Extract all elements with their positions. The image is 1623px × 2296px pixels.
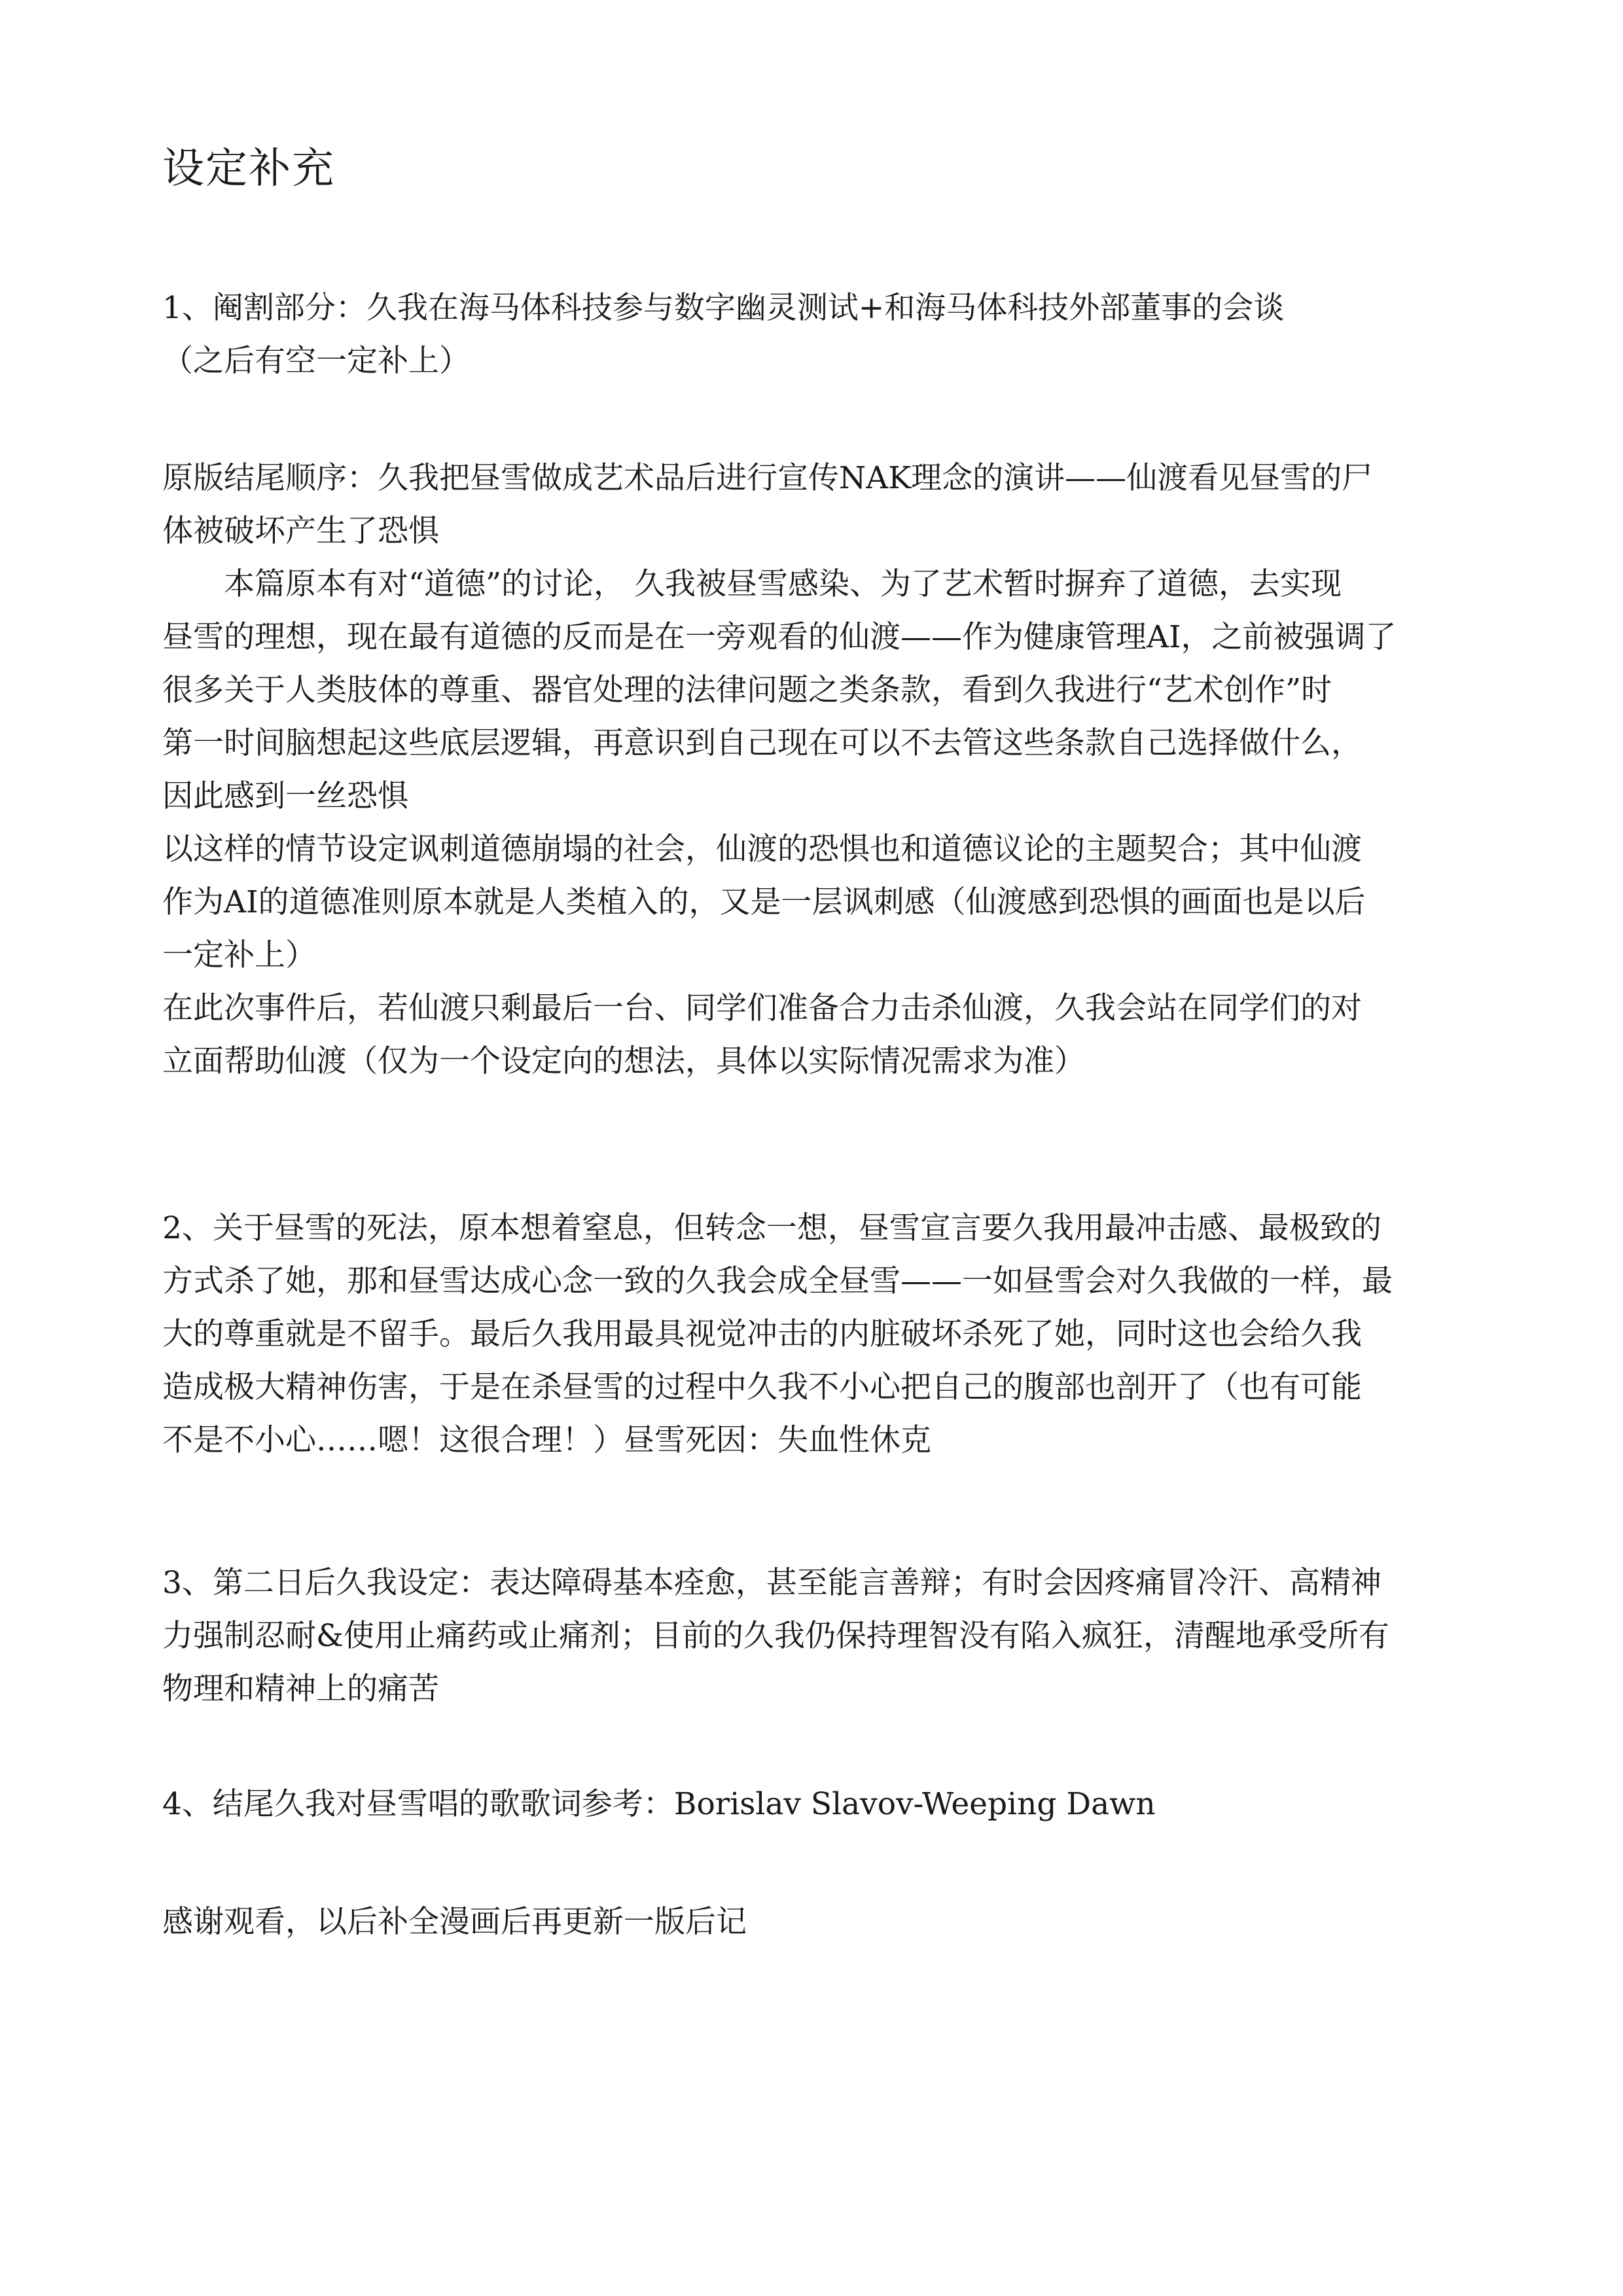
text-line: 第一时间脑想起这些底层逻辑，再意识到自己现在可以不去管这些条款自己选择做什么， xyxy=(162,725,1362,761)
page-title: 设定补充 xyxy=(162,145,335,193)
text-line: 造成极大精神伤害，于是在杀昼雪的过程中久我不小心把自己的腹部也剖开了（也有可能 xyxy=(162,1369,1362,1405)
text-line: 体被破坏产生了恐惧 xyxy=(162,513,439,549)
section-1-cut-content xyxy=(162,281,1471,387)
text-line: 感谢观看，以后补全漫画后再更新一版后记 xyxy=(162,1904,747,1940)
text-line: 物理和精神上的痛苦 xyxy=(162,1671,439,1707)
text-line: 1、阉割部分：久我在海马体科技参与数字幽灵测试+和海马体科技外部董事的会谈 xyxy=(162,290,1285,326)
text-line: 作为AI的道德准则原本就是人类植入的，又是一层讽刺感（仙渡感到恐惧的画面也是以后 xyxy=(162,884,1366,920)
text-line: 昼雪的理想，现在最有道德的反而是在一旁观看的仙渡——作为健康管理AI，之前被强调了 xyxy=(162,619,1397,655)
text-line: 不是不小心……嗯！这很合理！）昼雪死因：失血性休克 xyxy=(162,1422,931,1458)
text-line: 以这样的情节设定讽刺道德崩塌的社会，仙渡的恐惧也和道德议论的主题契合；其中仙渡 xyxy=(162,831,1362,867)
closing-note xyxy=(162,1895,1471,1948)
text-line: 很多关于人类肢体的尊重、器官处理的法律问题之类条款，看到久我进行“艺术创作”时 xyxy=(162,672,1332,708)
text-line: 在此次事件后，若仙渡只剩最后一台、同学们准备合力击杀仙渡，久我会站在同学们的对 xyxy=(162,990,1362,1026)
text-line: 立面帮助仙渡（仅为一个设定向的想法，具体以实际情况需求为准） xyxy=(162,1043,1085,1079)
text-line: 一定补上） xyxy=(162,937,316,973)
text-line: 本篇原本有对“道德”的讨论， 久我被昼雪感染、为了艺术暂时摒弃了道德，去实现 xyxy=(162,566,1342,602)
section-4-song-reference xyxy=(162,1778,1471,1831)
text-line: 大的尊重就是不留手。最后久我用最具视觉冲击的内脏破坏杀死了她，同时这也会给久我 xyxy=(162,1316,1362,1352)
text-line: 4、结尾久我对昼雪唱的歌歌词参考：Borislav Slavov-Weeping Dawn xyxy=(162,1786,1156,1822)
text-line: （之后有空一定补上） xyxy=(162,343,470,379)
text-line: 方式杀了她，那和昼雪达成心念一致的久我会成全昼雪——一如昼雪会对久我做的一样，最 xyxy=(162,1263,1393,1299)
text-line: 原版结尾顺序：久我把昼雪做成艺术品后进行宣传NAK理念的演讲——仙渡看见昼雪的尸 xyxy=(162,460,1373,496)
text-line: 2、关于昼雪的死法，原本想着窒息，但转念一想，昼雪宣言要久我用最冲击感、最极致的 xyxy=(162,1210,1382,1246)
section-original-ending xyxy=(162,452,1471,1088)
text-line: 因此感到一丝恐惧 xyxy=(162,778,408,814)
text-line: 3、第二日后久我设定：表达障碍基本痊愈，甚至能言善辩；有时会因疼痛冒冷汗、高精神 xyxy=(162,1565,1382,1601)
text-line: 力强制忍耐&使用止痛药或止痛剂；目前的久我仍保持理智没有陷入疯狂，清醒地承受所有 xyxy=(162,1618,1389,1654)
section-3-day-two-setting xyxy=(162,1556,1471,1715)
section-2-death-method xyxy=(162,1202,1471,1467)
